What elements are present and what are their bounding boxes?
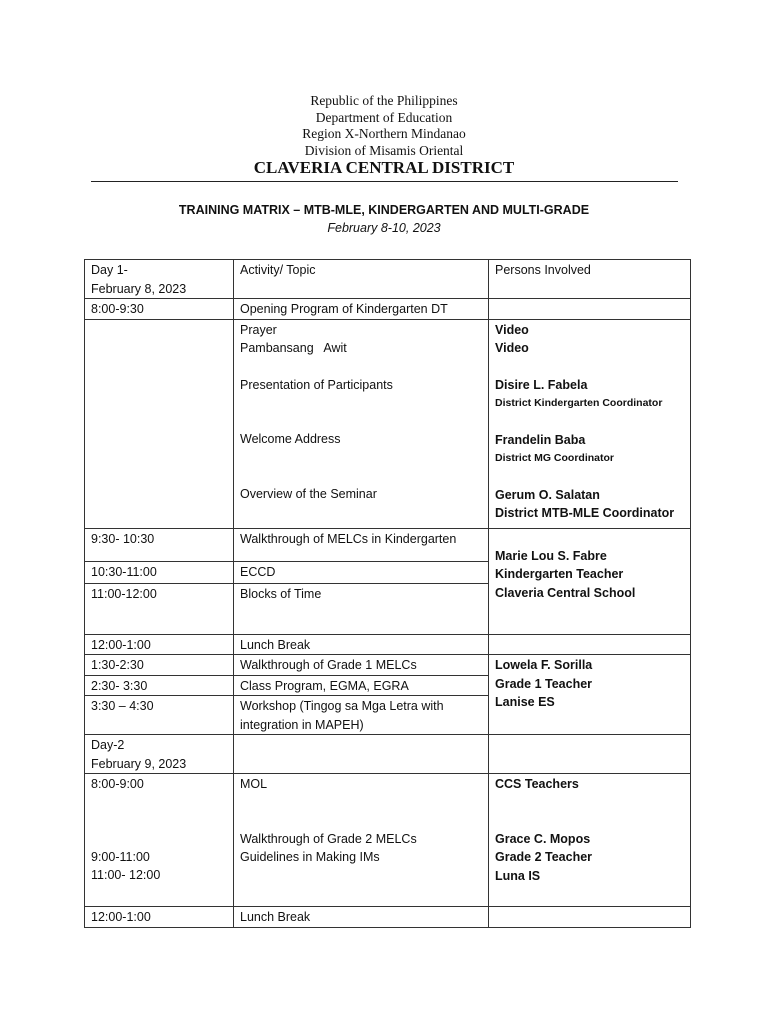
letterhead — [0, 93, 768, 159]
persons-cell — [489, 634, 691, 655]
table-row — [85, 907, 691, 928]
time-cell: 2:30- 3:30 — [85, 675, 234, 696]
time-slot: 11:00- 12:00 — [91, 868, 161, 882]
time-cell: 11:00-12:00 — [85, 583, 234, 634]
person-name: CCS Teachers — [495, 777, 579, 791]
person-role: District MTB-MLE Coordinator — [495, 506, 675, 520]
day1-header-cell — [85, 260, 234, 299]
table-row — [85, 634, 691, 655]
activity-welcome: Welcome Address — [240, 432, 341, 446]
column-header-activity: Activity/ Topic — [234, 260, 489, 299]
activity-guidelines-ims: Guidelines in Making IMs — [240, 850, 380, 864]
persons-cell — [489, 655, 691, 735]
activity-workshop-line-1: Workshop (Tingog sa Mga Letra with — [240, 699, 444, 713]
letterhead-department: Department of Education — [315, 109, 453, 125]
day2-date: February 9, 2023 — [91, 756, 187, 771]
time-cell: 8:00-9:30 — [85, 299, 234, 320]
letterhead-republic: Republic of the Philippines — [310, 93, 458, 108]
activity-cell: Class Program, EGMA, EGRA — [234, 675, 489, 696]
person-name: Marie Lou S. Fabre — [495, 548, 607, 563]
training-matrix-table — [84, 259, 691, 928]
activity-cell: Walkthrough of MELCs in Kindergarten — [234, 528, 489, 561]
time-slot: 8:00-9:00 — [91, 777, 144, 791]
person-name: Frandelin Baba — [495, 432, 586, 447]
time-cell: 10:30-11:00 — [85, 561, 234, 583]
activity-grade2-melcs: Walkthrough of Grade 2 MELCs — [240, 831, 417, 846]
time-cell — [85, 319, 234, 528]
persons-cell — [489, 735, 691, 774]
letterhead-region: Region X-Northern Mindanao — [302, 126, 466, 141]
activity-cell — [234, 774, 489, 907]
persons-cell — [489, 774, 691, 907]
person-school: Claveria Central School — [495, 585, 636, 600]
person-role: District Kindergarten Coordinator — [495, 397, 663, 409]
activity-prayer: Prayer — [240, 322, 277, 337]
time-cell: 12:00-1:00 — [85, 634, 234, 655]
person-name: Gerum O. Salatan — [495, 487, 600, 502]
letterhead-division: Division of Misamis Oriental — [304, 142, 464, 158]
table-row — [85, 299, 691, 320]
persons-cell — [489, 299, 691, 320]
day1-label: Day 1- — [91, 263, 128, 277]
activity-mol: MOL — [240, 777, 268, 791]
table-row — [85, 655, 691, 676]
table-row — [85, 774, 691, 907]
person-role: Grade 2 Teacher — [495, 850, 593, 864]
activity-cell — [234, 319, 489, 528]
table-row — [85, 260, 691, 299]
person-role: Grade 1 Teacher — [495, 676, 593, 691]
table-row — [85, 735, 691, 774]
time-cell: 12:00-1:00 — [85, 907, 234, 928]
person-name: Disire L. Fabela — [495, 377, 588, 392]
activity-anthem: Pambansang Awit — [240, 341, 347, 355]
day2-label: Day-2 — [91, 738, 125, 752]
column-header-persons: Persons Involved — [489, 260, 691, 299]
time-cell: 1:30-2:30 — [85, 655, 234, 676]
activity-workshop-line-2: integration in MAPEH) — [240, 717, 364, 732]
persons-cell — [489, 907, 691, 928]
person-video-1: Video — [495, 322, 529, 337]
activity-cell: Lunch Break — [234, 634, 489, 655]
table-row — [85, 319, 691, 528]
day2-header-cell — [85, 735, 234, 774]
activity-presentation: Presentation of Participants — [240, 377, 393, 392]
table-row — [85, 528, 691, 561]
activity-cell — [234, 735, 489, 774]
time-cell: 9:30- 10:30 — [85, 528, 234, 561]
activity-cell: Opening Program of Kindergarten DT — [234, 299, 489, 320]
person-school: Lanise ES — [495, 695, 555, 709]
time-cell: 3:30 – 4:30 — [85, 696, 234, 735]
person-role: Kindergarten Teacher — [495, 567, 624, 581]
matrix-title: TRAINING MATRIX – MTB-MLE, KINDERGARTEN AND MULTI-GRADE — [178, 203, 590, 217]
person-name: Grace C. Mopos — [495, 831, 591, 846]
day1-date: February 8, 2023 — [91, 281, 187, 296]
activity-cell: Lunch Break — [234, 907, 489, 928]
persons-cell — [489, 319, 691, 528]
activity-overview: Overview of the Seminar — [240, 486, 377, 501]
activity-cell — [234, 696, 489, 735]
person-video-2: Video — [495, 341, 529, 355]
district-title: CLAVERIA CENTRAL DISTRICT — [253, 158, 515, 177]
time-slot: 9:00-11:00 — [91, 849, 150, 864]
matrix-dates: February 8-10, 2023 — [327, 221, 441, 235]
activity-cell: Blocks of Time — [234, 583, 489, 634]
persons-cell — [489, 528, 691, 634]
activity-cell: Walkthrough of Grade 1 MELCs — [234, 655, 489, 676]
activity-cell: ECCD — [234, 561, 489, 583]
person-role: District MG Coordinator — [495, 452, 615, 464]
person-school: Luna IS — [495, 868, 541, 883]
header-divider — [91, 181, 678, 182]
person-name: Lowela F. Sorilla — [495, 658, 593, 672]
time-cell — [85, 774, 234, 907]
